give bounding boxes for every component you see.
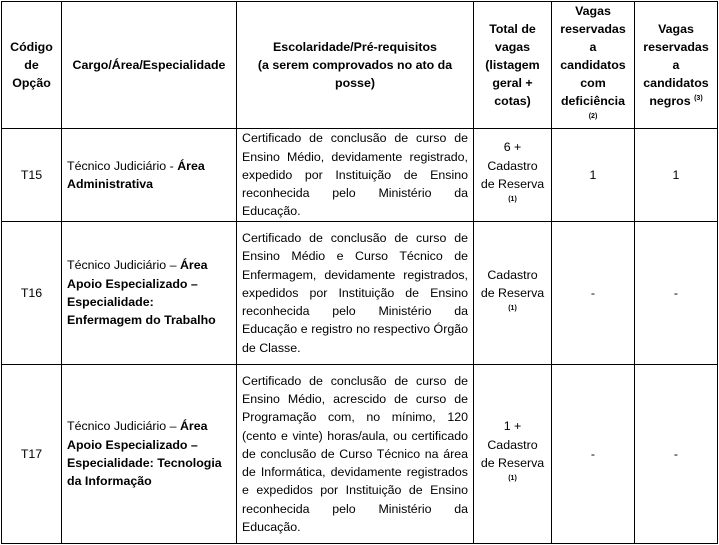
total-reserva: Cadastro de Reserva [480,437,545,470]
header-escolaridade-sub: (a serem comprovados no ato da posse) [257,58,453,90]
escolaridade-cell: Certificado de conclusão de curso de Ensino Médio e Curso Técnico de Enfermagem, devidamente registrados, expedidos por Instituição de Ensino reconhecida pelo Ministério da Educação e registro no respectivo Órgão de Classe. [237,222,474,365]
negros-cell: 1 [635,129,718,222]
negros-cell: - [635,365,718,544]
cargo-cell [62,129,237,222]
header-cargo: Cargo/Área/Especialidade [62,2,237,129]
cargo-prefix: Técnico Judiciário – [67,419,180,434]
total-note: (1) [508,196,517,204]
total-cell [474,129,552,222]
codigo-cell: T17 [2,365,62,544]
header-row [2,2,718,129]
cargo-area: Área Apoio Especializado – Especialidade: Enfermagem do Trabalho [67,258,216,328]
deficiencia-cell: 1 [552,129,635,222]
deficiencia-cell: - [552,365,635,544]
total-note: (1) [508,475,517,483]
header-total: Total de vagas (listagem geral + cotas) [474,2,552,129]
header-deficiencia-label: Vagas reservadas a candidatos com deficiência [560,4,626,108]
table-row [2,222,718,365]
cargo-prefix: Técnico Judiciário - [67,158,178,173]
cargo-prefix: Técnico Judiciário – [67,258,180,273]
table-row [2,365,718,544]
codigo-cell: T15 [2,129,62,222]
header-codigo: Código de Opção [2,2,62,129]
escolaridade-cell: Certificado de conclusão de curso de Ensino Médio, acrescido de curso de Programação com, no mínimo, 120 (cento e vinte) horas/aula, ou certificado de conclusão de Curso Técnico na área de Informática, devidamente registrados e expedidos por Instituição de Ensino reconhecida pelo Ministério da Educação. [237,365,474,544]
header-deficiencia [552,2,635,129]
total-note: (1) [508,305,517,313]
total-cell [474,222,552,365]
escolaridade-cell: Certificado de conclusão de curso de Ensino Médio, devidamente registrado, expedido por Instituição de Ensino reconhecida pelo Ministério da Educação. [237,129,474,222]
header-negros [635,2,718,129]
total-count: 6 + [503,140,522,155]
total-reserva: Cadastro de Reserva [480,158,545,191]
total-cell [474,365,552,544]
cargo-cell [62,365,237,544]
deficiencia-cell: - [552,222,635,365]
table-row [2,129,718,222]
total-reserva: Cadastro de Reserva [480,267,545,300]
negros-cell: - [635,222,718,365]
cargo-area: Área Administrativa [67,158,205,191]
codigo-cell: T16 [2,222,62,365]
header-escolaridade-title: Escolaridade/Pré-requisitos [273,40,437,54]
header-escolaridade [237,2,474,129]
header-negros-label: Vagas reservadas a candidatos negros [643,22,709,108]
total-count: 1 + [503,419,522,434]
cargo-cell [62,222,237,365]
header-negros-note: (3) [694,94,703,102]
cargo-area: Área Apoio Especializado – Especialidade: Tecnologia da Informação [67,419,222,489]
vagas-table [1,1,718,544]
header-deficiencia-note: (2) [588,112,598,120]
